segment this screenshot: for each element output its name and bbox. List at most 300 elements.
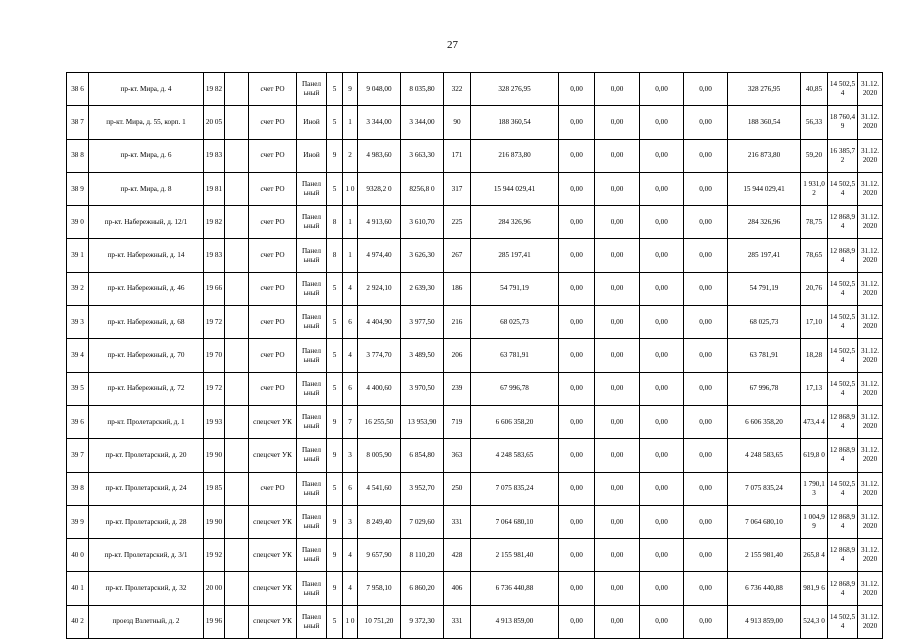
cell-cost-fund-1: 0,00	[559, 239, 595, 272]
cell-cost-fund-4: 0,00	[684, 306, 728, 339]
cell-wall-material: Панел ьный	[297, 405, 327, 438]
cell-address: пр-кт. Пролетарский, д. 20	[89, 439, 204, 472]
cell-account-type: спецсчет УК	[249, 605, 297, 638]
cell-total-cost: 67 996,78	[471, 372, 559, 405]
cell-floors: 5	[327, 106, 343, 139]
cell-living-area: 13 953,90	[401, 405, 444, 438]
cell-cost-per-sqm: 17,10	[801, 306, 828, 339]
cell-total-cost: 68 025,73	[471, 306, 559, 339]
cell-cost-fund-3: 0,00	[640, 172, 684, 205]
cell-total-cost: 328 276,95	[471, 73, 559, 106]
cell-cost-fund-1: 0,00	[559, 539, 595, 572]
table-row	[67, 605, 883, 638]
cell-residents: 171	[444, 139, 471, 172]
cell-wall-material: Иной	[297, 106, 327, 139]
cell-wall-material: Панел ьный	[297, 472, 327, 505]
cell-floors: 5	[327, 605, 343, 638]
table-row	[67, 106, 883, 139]
cell-build-year: 19 72	[204, 306, 225, 339]
cell-living-area: 3 952,70	[401, 472, 444, 505]
cell-residents: 250	[444, 472, 471, 505]
cell-completion-date: 31.12. 2020	[858, 572, 883, 605]
cell-owner-funds: 67 996,78	[728, 372, 801, 405]
cell-completion-date: 31.12. 2020	[858, 139, 883, 172]
cell-cost-fund-1: 0,00	[559, 339, 595, 372]
cell-cost-fund-4: 0,00	[684, 239, 728, 272]
cell-build-year: 19 83	[204, 239, 225, 272]
cell-cost-per-sqm: 1 004,9 9	[801, 505, 828, 538]
cell-cost-fund-4: 0,00	[684, 372, 728, 405]
cell-entrances: 4	[343, 272, 358, 305]
cell-completion-date: 31.12. 2020	[858, 472, 883, 505]
cell-cost-fund-1: 0,00	[559, 206, 595, 239]
cell-total-area: 4 404,90	[358, 306, 401, 339]
cell-floors: 9	[327, 139, 343, 172]
cell-floors: 5	[327, 306, 343, 339]
cell-cost-per-sqm: 56,33	[801, 106, 828, 139]
cell-floors: 9	[327, 572, 343, 605]
cell-cost-fund-1: 0,00	[559, 372, 595, 405]
cell-total-area: 3 344,00	[358, 106, 401, 139]
cell-cost-per-sqm: 20,76	[801, 272, 828, 305]
cell-row-number: 38 8	[67, 139, 89, 172]
cell-account-type: счет РО	[249, 106, 297, 139]
cell-max-cost-per-sqm: 12 868,9 4	[828, 439, 858, 472]
cell-floors: 5	[327, 472, 343, 505]
cell-blank-cell	[225, 439, 249, 472]
cell-address: пр-кт. Мира, д. 6	[89, 139, 204, 172]
cell-blank-cell	[225, 472, 249, 505]
cell-account-type: спецсчет УК	[249, 405, 297, 438]
cell-row-number: 39 5	[67, 372, 89, 405]
cell-owner-funds: 4 913 859,00	[728, 605, 801, 638]
cell-owner-funds: 6 606 358,20	[728, 405, 801, 438]
cell-owner-funds: 54 791,19	[728, 272, 801, 305]
cell-build-year: 19 92	[204, 539, 225, 572]
cell-address: пр-кт. Набережный, д. 46	[89, 272, 204, 305]
cell-cost-fund-2: 0,00	[595, 339, 640, 372]
cell-cost-fund-3: 0,00	[640, 106, 684, 139]
cell-row-number: 38 9	[67, 172, 89, 205]
cell-cost-fund-4: 0,00	[684, 439, 728, 472]
cell-cost-fund-3: 0,00	[640, 339, 684, 372]
cell-cost-fund-1: 0,00	[559, 272, 595, 305]
cell-total-cost: 7 075 835,24	[471, 472, 559, 505]
cell-address: пр-кт. Мира, д. 55, корп. 1	[89, 106, 204, 139]
cell-cost-fund-3: 0,00	[640, 439, 684, 472]
cell-completion-date: 31.12. 2020	[858, 605, 883, 638]
cell-wall-material: Панел ьный	[297, 206, 327, 239]
cell-owner-funds: 285 197,41	[728, 239, 801, 272]
cell-entrances: 6	[343, 472, 358, 505]
cell-cost-fund-1: 0,00	[559, 572, 595, 605]
cell-owner-funds: 7 075 835,24	[728, 472, 801, 505]
cell-cost-fund-2: 0,00	[595, 239, 640, 272]
cell-total-cost: 2 155 981,40	[471, 539, 559, 572]
cell-cost-per-sqm: 473,4 4	[801, 405, 828, 438]
cell-total-area: 4 983,60	[358, 139, 401, 172]
cell-floors: 5	[327, 73, 343, 106]
cell-cost-per-sqm: 619,8 0	[801, 439, 828, 472]
cell-floors: 8	[327, 239, 343, 272]
cell-cost-fund-3: 0,00	[640, 505, 684, 538]
cell-wall-material: Панел ьный	[297, 172, 327, 205]
cell-max-cost-per-sqm: 12 868,9 4	[828, 572, 858, 605]
cell-cost-fund-2: 0,00	[595, 139, 640, 172]
cell-floors: 9	[327, 539, 343, 572]
cell-account-type: счет РО	[249, 472, 297, 505]
cell-address: проезд Взлетный, д. 2	[89, 605, 204, 638]
cell-cost-per-sqm: 1 790,1 3	[801, 472, 828, 505]
cell-floors: 9	[327, 439, 343, 472]
cell-living-area: 8 035,80	[401, 73, 444, 106]
cell-completion-date: 31.12. 2020	[858, 206, 883, 239]
cell-completion-date: 31.12. 2020	[858, 172, 883, 205]
cell-cost-fund-2: 0,00	[595, 172, 640, 205]
cell-owner-funds: 4 248 583,65	[728, 439, 801, 472]
housing-register-table	[66, 72, 883, 639]
cell-residents: 216	[444, 306, 471, 339]
cell-max-cost-per-sqm: 14 502,5 4	[828, 472, 858, 505]
cell-completion-date: 31.12. 2020	[858, 272, 883, 305]
cell-row-number: 40 2	[67, 605, 89, 638]
cell-entrances: 2	[343, 139, 358, 172]
cell-total-area: 8 249,40	[358, 505, 401, 538]
cell-completion-date: 31.12. 2020	[858, 339, 883, 372]
cell-total-cost: 284 326,96	[471, 206, 559, 239]
cell-cost-fund-1: 0,00	[559, 405, 595, 438]
cell-cost-fund-4: 0,00	[684, 272, 728, 305]
cell-entrances: 4	[343, 339, 358, 372]
cell-account-type: спецсчет УК	[249, 572, 297, 605]
cell-account-type: счет РО	[249, 172, 297, 205]
cell-owner-funds: 2 155 981,40	[728, 539, 801, 572]
cell-wall-material: Панел ьный	[297, 272, 327, 305]
cell-build-year: 19 90	[204, 439, 225, 472]
cell-wall-material: Иной	[297, 139, 327, 172]
cell-cost-fund-4: 0,00	[684, 472, 728, 505]
cell-cost-fund-4: 0,00	[684, 139, 728, 172]
cell-cost-fund-2: 0,00	[595, 306, 640, 339]
cell-residents: 331	[444, 505, 471, 538]
cell-completion-date: 31.12. 2020	[858, 439, 883, 472]
cell-completion-date: 31.12. 2020	[858, 73, 883, 106]
cell-cost-per-sqm: 78,65	[801, 239, 828, 272]
cell-cost-fund-1: 0,00	[559, 605, 595, 638]
cell-wall-material: Панел ьный	[297, 505, 327, 538]
cell-floors: 5	[327, 339, 343, 372]
page-number: 27	[447, 39, 458, 51]
cell-owner-funds: 7 064 680,10	[728, 505, 801, 538]
cell-account-type: спецсчет УК	[249, 505, 297, 538]
cell-cost-per-sqm: 78,75	[801, 206, 828, 239]
cell-build-year: 19 83	[204, 139, 225, 172]
cell-total-area: 3 774,70	[358, 339, 401, 372]
table-row	[67, 239, 883, 272]
cell-residents: 322	[444, 73, 471, 106]
cell-entrances: 1	[343, 239, 358, 272]
cell-total-area: 9 657,90	[358, 539, 401, 572]
cell-blank-cell	[225, 339, 249, 372]
table-row	[67, 439, 883, 472]
cell-residents: 267	[444, 239, 471, 272]
cell-cost-per-sqm: 59,20	[801, 139, 828, 172]
cell-build-year: 19 70	[204, 339, 225, 372]
cell-account-type: счет РО	[249, 339, 297, 372]
table-row	[67, 272, 883, 305]
cell-total-cost: 63 781,91	[471, 339, 559, 372]
cell-blank-cell	[225, 306, 249, 339]
cell-total-cost: 4 913 859,00	[471, 605, 559, 638]
cell-build-year: 19 90	[204, 505, 225, 538]
cell-blank-cell	[225, 605, 249, 638]
cell-cost-fund-4: 0,00	[684, 405, 728, 438]
cell-owner-funds: 63 781,91	[728, 339, 801, 372]
cell-account-type: счет РО	[249, 306, 297, 339]
cell-blank-cell	[225, 505, 249, 538]
cell-total-area: 8 005,90	[358, 439, 401, 472]
cell-wall-material: Панел ьный	[297, 372, 327, 405]
cell-entrances: 1	[343, 106, 358, 139]
cell-address: пр-кт. Пролетарский, д. 24	[89, 472, 204, 505]
cell-row-number: 39 9	[67, 505, 89, 538]
cell-cost-fund-2: 0,00	[595, 206, 640, 239]
cell-residents: 406	[444, 572, 471, 605]
cell-owner-funds: 15 944 029,41	[728, 172, 801, 205]
cell-max-cost-per-sqm: 14 502,5 4	[828, 73, 858, 106]
cell-row-number: 39 4	[67, 339, 89, 372]
cell-cost-fund-2: 0,00	[595, 372, 640, 405]
cell-cost-fund-2: 0,00	[595, 106, 640, 139]
table-row	[67, 372, 883, 405]
cell-row-number: 39 0	[67, 206, 89, 239]
cell-blank-cell	[225, 272, 249, 305]
cell-floors: 9	[327, 505, 343, 538]
cell-address: пр-кт. Пролетарский, д. 3/1	[89, 539, 204, 572]
cell-owner-funds: 68 025,73	[728, 306, 801, 339]
cell-total-cost: 216 873,80	[471, 139, 559, 172]
cell-address: пр-кт. Набережный, д. 12/1	[89, 206, 204, 239]
cell-entrances: 9	[343, 73, 358, 106]
cell-floors: 9	[327, 405, 343, 438]
cell-address: пр-кт. Пролетарский, д. 28	[89, 505, 204, 538]
cell-account-type: счет РО	[249, 139, 297, 172]
cell-owner-funds: 328 276,95	[728, 73, 801, 106]
cell-living-area: 3 344,00	[401, 106, 444, 139]
cell-row-number: 38 7	[67, 106, 89, 139]
cell-wall-material: Панел ьный	[297, 605, 327, 638]
cell-max-cost-per-sqm: 12 868,9 4	[828, 539, 858, 572]
cell-address: пр-кт. Набережный, д. 70	[89, 339, 204, 372]
cell-cost-fund-3: 0,00	[640, 572, 684, 605]
cell-cost-fund-1: 0,00	[559, 505, 595, 538]
cell-account-type: счет РО	[249, 239, 297, 272]
cell-living-area: 8256,8 0	[401, 172, 444, 205]
cell-total-cost: 54 791,19	[471, 272, 559, 305]
cell-max-cost-per-sqm: 14 502,5 4	[828, 372, 858, 405]
cell-build-year: 19 72	[204, 372, 225, 405]
cell-build-year: 19 82	[204, 73, 225, 106]
cell-blank-cell	[225, 372, 249, 405]
cell-blank-cell	[225, 405, 249, 438]
cell-cost-fund-2: 0,00	[595, 505, 640, 538]
cell-cost-fund-4: 0,00	[684, 206, 728, 239]
cell-entrances: 3	[343, 505, 358, 538]
cell-address: пр-кт. Набережный, д. 68	[89, 306, 204, 339]
cell-living-area: 3 977,50	[401, 306, 444, 339]
cell-floors: 5	[327, 372, 343, 405]
cell-account-type: спецсчет УК	[249, 439, 297, 472]
table-row	[67, 539, 883, 572]
cell-wall-material: Панел ьный	[297, 339, 327, 372]
cell-cost-fund-4: 0,00	[684, 539, 728, 572]
cell-max-cost-per-sqm: 14 502,5 4	[828, 172, 858, 205]
cell-total-area: 4 541,60	[358, 472, 401, 505]
cell-address: пр-кт. Мира, д. 4	[89, 73, 204, 106]
cell-row-number: 38 6	[67, 73, 89, 106]
cell-wall-material: Панел ьный	[297, 306, 327, 339]
cell-cost-fund-2: 0,00	[595, 572, 640, 605]
cell-cost-fund-3: 0,00	[640, 206, 684, 239]
cell-row-number: 39 8	[67, 472, 89, 505]
cell-cost-per-sqm: 40,85	[801, 73, 828, 106]
cell-total-cost: 285 197,41	[471, 239, 559, 272]
cell-living-area: 3 610,70	[401, 206, 444, 239]
table-row	[67, 172, 883, 205]
cell-owner-funds: 284 326,96	[728, 206, 801, 239]
cell-floors: 5	[327, 172, 343, 205]
cell-residents: 90	[444, 106, 471, 139]
cell-cost-fund-1: 0,00	[559, 439, 595, 472]
cell-cost-fund-1: 0,00	[559, 139, 595, 172]
cell-living-area: 3 970,50	[401, 372, 444, 405]
cell-cost-fund-3: 0,00	[640, 372, 684, 405]
cell-max-cost-per-sqm: 12 868,9 4	[828, 505, 858, 538]
table-row	[67, 505, 883, 538]
cell-living-area: 3 663,30	[401, 139, 444, 172]
cell-residents: 239	[444, 372, 471, 405]
cell-cost-fund-3: 0,00	[640, 472, 684, 505]
cell-wall-material: Панел ьный	[297, 439, 327, 472]
cell-max-cost-per-sqm: 14 502,5 4	[828, 339, 858, 372]
cell-cost-fund-2: 0,00	[595, 272, 640, 305]
cell-build-year: 19 96	[204, 605, 225, 638]
cell-account-type: счет РО	[249, 272, 297, 305]
cell-account-type: счет РО	[249, 206, 297, 239]
cell-blank-cell	[225, 239, 249, 272]
cell-residents: 186	[444, 272, 471, 305]
cell-max-cost-per-sqm: 16 385,7 2	[828, 139, 858, 172]
cell-account-type: счет РО	[249, 372, 297, 405]
table-row	[67, 405, 883, 438]
cell-cost-fund-2: 0,00	[595, 405, 640, 438]
table-row	[67, 472, 883, 505]
cell-owner-funds: 6 736 440,88	[728, 572, 801, 605]
cell-total-area: 2 924,10	[358, 272, 401, 305]
table-row	[67, 73, 883, 106]
cell-cost-fund-1: 0,00	[559, 73, 595, 106]
cell-build-year: 19 93	[204, 405, 225, 438]
cell-total-cost: 188 360,54	[471, 106, 559, 139]
cell-cost-per-sqm: 524,3 0	[801, 605, 828, 638]
cell-wall-material: Панел ьный	[297, 239, 327, 272]
cell-total-area: 4 913,60	[358, 206, 401, 239]
cell-total-area: 9 048,00	[358, 73, 401, 106]
cell-owner-funds: 188 360,54	[728, 106, 801, 139]
cell-completion-date: 31.12. 2020	[858, 372, 883, 405]
cell-living-area: 9 372,30	[401, 605, 444, 638]
cell-cost-fund-1: 0,00	[559, 172, 595, 205]
cell-wall-material: Панел ьный	[297, 572, 327, 605]
cell-residents: 206	[444, 339, 471, 372]
cell-blank-cell	[225, 572, 249, 605]
cell-max-cost-per-sqm: 14 502,5 4	[828, 306, 858, 339]
cell-row-number: 39 2	[67, 272, 89, 305]
cell-entrances: 7	[343, 405, 358, 438]
cell-residents: 225	[444, 206, 471, 239]
cell-floors: 5	[327, 272, 343, 305]
cell-wall-material: Панел ьный	[297, 539, 327, 572]
cell-cost-fund-3: 0,00	[640, 239, 684, 272]
cell-account-type: спецсчет УК	[249, 539, 297, 572]
cell-residents: 317	[444, 172, 471, 205]
cell-build-year: 20 00	[204, 572, 225, 605]
cell-living-area: 3 626,30	[401, 239, 444, 272]
cell-total-cost: 4 248 583,65	[471, 439, 559, 472]
cell-max-cost-per-sqm: 12 868,9 4	[828, 405, 858, 438]
cell-cost-per-sqm: 17,13	[801, 372, 828, 405]
cell-cost-fund-4: 0,00	[684, 106, 728, 139]
cell-cost-fund-4: 0,00	[684, 172, 728, 205]
cell-cost-fund-4: 0,00	[684, 339, 728, 372]
cell-cost-per-sqm: 265,8 4	[801, 539, 828, 572]
cell-cost-fund-2: 0,00	[595, 472, 640, 505]
cell-blank-cell	[225, 539, 249, 572]
cell-build-year: 19 85	[204, 472, 225, 505]
cell-max-cost-per-sqm: 12 868,9 4	[828, 206, 858, 239]
cell-address: пр-кт. Набережный, д. 14	[89, 239, 204, 272]
cell-entrances: 1 0	[343, 172, 358, 205]
cell-row-number: 39 6	[67, 405, 89, 438]
cell-row-number: 39 1	[67, 239, 89, 272]
table-row	[67, 339, 883, 372]
table-row	[67, 206, 883, 239]
table-body	[67, 73, 883, 639]
cell-cost-fund-2: 0,00	[595, 73, 640, 106]
cell-total-cost: 7 064 680,10	[471, 505, 559, 538]
cell-max-cost-per-sqm: 12 868,9 4	[828, 239, 858, 272]
cell-cost-fund-4: 0,00	[684, 605, 728, 638]
cell-floors: 8	[327, 206, 343, 239]
cell-living-area: 3 489,50	[401, 339, 444, 372]
cell-cost-per-sqm: 18,28	[801, 339, 828, 372]
cell-living-area: 6 854,80	[401, 439, 444, 472]
cell-completion-date: 31.12. 2020	[858, 239, 883, 272]
cell-entrances: 6	[343, 372, 358, 405]
cell-completion-date: 31.12. 2020	[858, 306, 883, 339]
cell-total-area: 4 400,60	[358, 372, 401, 405]
cell-residents: 719	[444, 405, 471, 438]
cell-completion-date: 31.12. 2020	[858, 539, 883, 572]
cell-cost-fund-3: 0,00	[640, 405, 684, 438]
cell-residents: 428	[444, 539, 471, 572]
cell-entrances: 4	[343, 539, 358, 572]
cell-living-area: 8 110,20	[401, 539, 444, 572]
cell-wall-material: Панел ьный	[297, 73, 327, 106]
table-row	[67, 139, 883, 172]
cell-total-cost: 6 606 358,20	[471, 405, 559, 438]
cell-max-cost-per-sqm: 18 760,4 9	[828, 106, 858, 139]
